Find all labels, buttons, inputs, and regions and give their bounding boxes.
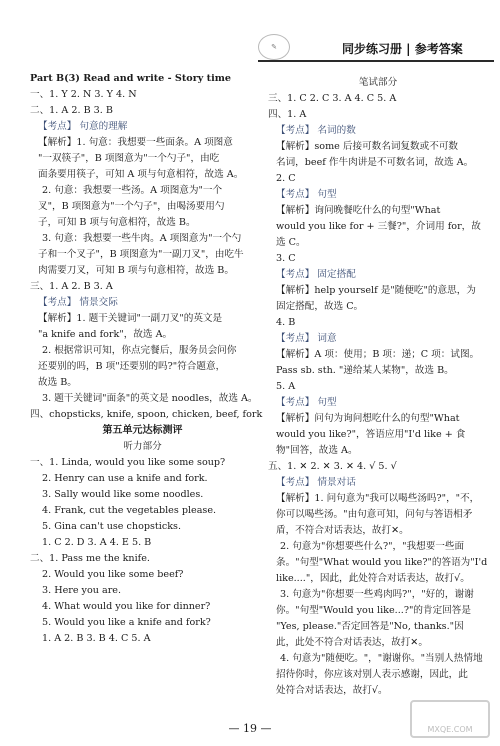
right-line: 笔试部分 bbox=[358, 77, 398, 88]
right-line: 物"回答，故选 A。 bbox=[276, 445, 358, 456]
right-line: 4. B bbox=[276, 317, 296, 328]
left-line: 3. 题干关键词"面条"的英文是 noodles，故选 A。 bbox=[42, 393, 258, 404]
right-line: would you like for + 三餐?"，介词用 for，故 bbox=[276, 221, 481, 232]
left-line: 2. 句意：我想要一些汤。A 项图意为"一个 bbox=[42, 185, 223, 196]
left-line: "a knife and fork"，故选 A。 bbox=[38, 329, 173, 340]
left-line: 三、1. A 2. B 3. A bbox=[30, 281, 113, 292]
left-line: 4. What would you like for dinner? bbox=[42, 601, 211, 612]
right-line: 【考点】 固定搭配 bbox=[276, 269, 356, 280]
right-line: 【考点】 句型 bbox=[276, 397, 337, 408]
left-line: 3. Sally would like some noodles. bbox=[42, 489, 204, 500]
right-line: 2. C bbox=[276, 173, 296, 184]
right-line: 【解析】help yourself 是"随便吃"的意思，为 bbox=[276, 285, 476, 296]
right-line: 条。"句型"What would you like?"的答语为"I'd bbox=[276, 557, 488, 568]
left-line: 第五单元达标测评 bbox=[102, 425, 183, 436]
right-line: 你可以喝些汤。"由句意可知，问句与答语相矛 bbox=[276, 509, 473, 520]
right-line: like...."，因此，此处符合对话表达，故打√。 bbox=[276, 573, 470, 584]
left-line: 肉需要刀叉，可知 B 项与句意相符，故选 B。 bbox=[38, 265, 234, 276]
left-line: 二、1. Pass me the knife. bbox=[30, 553, 150, 564]
right-line: 【解析】1. 问句意为"我可以喝些汤吗?"，"不， bbox=[276, 493, 480, 504]
right-line: 【解析】A 项：使用；B 项：递；C 项：试图。 bbox=[276, 349, 480, 360]
left-line: Part B(3) Read and write - Story time bbox=[30, 73, 231, 84]
right-line: "Yes, please."否定回答是"No, thanks."因 bbox=[276, 621, 464, 632]
left-line: 2. 根据常识可知，你点完餐后，服务员会问你 bbox=[42, 345, 237, 356]
right-line: 【考点】 句型 bbox=[276, 189, 337, 200]
watermark: MXQE.COM bbox=[410, 700, 490, 738]
left-line: 5. Would you like a knife and fork? bbox=[42, 617, 211, 628]
right-line: 3. C bbox=[276, 253, 296, 264]
left-line: 【考点】 情景交际 bbox=[38, 297, 118, 308]
right-line: 名词，beef 作牛肉讲是不可数名词，故选 A。 bbox=[276, 157, 474, 168]
left-line: 2. Would you like some beef? bbox=[42, 569, 184, 580]
left-line: 1. C 2. D 3. A 4. E 5. B bbox=[42, 537, 152, 548]
left-line: 一、1. Linda, would you like some soup? bbox=[30, 457, 226, 468]
left-line: 四、chopsticks, knife, spoon, chicken, beef, fork bbox=[30, 409, 263, 420]
right-line: 盾，不符合对话表达，故打✕。 bbox=[276, 525, 409, 536]
left-line: 3. 句意：我想要一些牛肉。A 项图意为"一个勺 bbox=[42, 233, 242, 244]
left-line: "一双筷子"，B 项图意为"一个勺子"，由吃 bbox=[38, 153, 220, 164]
left-line: 面条要用筷子，可知 A 项与句意相符，故选 A。 bbox=[38, 169, 244, 180]
header-title: 同步练习册 | 参考答案 bbox=[342, 42, 463, 56]
right-line: 四、1. A bbox=[268, 109, 307, 120]
left-line: 5. Gina can't use chopsticks. bbox=[42, 521, 182, 532]
right-line: Pass sb. sth. "递给某人某物"，故选 B。 bbox=[276, 365, 454, 376]
header-logo: ✎ bbox=[258, 34, 290, 60]
left-line: 1. A 2. B 3. B 4. C 5. A bbox=[42, 633, 151, 644]
right-line: would you like?"，答语应用"I'd like + 食 bbox=[276, 429, 466, 440]
right-line: 此，此处不符合对话表达，故打✕。 bbox=[276, 637, 428, 648]
right-line: 【考点】 名词的数 bbox=[276, 125, 356, 136]
left-line: 【解析】1. 句意：我想要一些面条。A 项图意 bbox=[38, 137, 233, 148]
right-line: 处符合对话表达，故打√。 bbox=[276, 685, 388, 696]
right-line: 5. A bbox=[276, 381, 296, 392]
right-line: 4. 句意为"随便吃。"，"谢谢你。"当别人热情地 bbox=[280, 653, 483, 664]
right-line: 固定搭配，故选 C。 bbox=[276, 301, 364, 312]
header-rule bbox=[258, 60, 494, 62]
left-line: 还要别的吗，B 项"还要别的吗?"符合题意， bbox=[38, 361, 226, 372]
right-line: 三、1. C 2. C 3. A 4. C 5. A bbox=[268, 93, 397, 104]
left-line: 一、1. Y 2. N 3. Y 4. N bbox=[30, 89, 137, 100]
right-line: 招待你时，你应该对别人表示感谢，因此，此 bbox=[276, 669, 468, 680]
right-line: 【考点】 词意 bbox=[276, 333, 337, 344]
right-line: 【考点】 情景对话 bbox=[276, 477, 356, 488]
left-line: 【解析】1. 题干关键词"一副刀叉"的英文是 bbox=[38, 313, 223, 324]
right-line: 选 C。 bbox=[276, 237, 306, 248]
left-line: 叉"，B 项图意为"一个勺子"，由喝汤要用勺 bbox=[38, 201, 225, 212]
left-line: 2. Henry can use a knife and fork. bbox=[42, 473, 208, 484]
left-line: 二、1. A 2. B 3. B bbox=[30, 105, 113, 116]
left-line: 子，可知 B 项与句意相符，故选 B。 bbox=[38, 217, 196, 228]
right-line: 五、1. ✕ 2. ✕ 3. ✕ 4. √ 5. √ bbox=[268, 461, 397, 472]
left-line: 子和一个叉子"，B 项图意为"一副刀叉"，由吃牛 bbox=[38, 249, 244, 260]
left-line: 【考点】 句意的理解 bbox=[38, 121, 128, 132]
right-line: 【解析】询问晚餐吃什么的句型"What bbox=[276, 205, 441, 216]
left-line: 4. Frank, cut the vegetables please. bbox=[42, 505, 217, 516]
left-line: 听力部分 bbox=[123, 441, 162, 452]
left-line: 3. Here you are. bbox=[42, 585, 122, 596]
right-line: 你。"句型"Would you like...?"的肯定回答是 bbox=[276, 605, 471, 616]
page-number: — 19 — bbox=[228, 722, 272, 735]
right-line: 【解析】some 后接可数名词复数或不可数 bbox=[276, 141, 459, 152]
right-line: 2. 句意为"你想要些什么?"，"我想要一些面 bbox=[280, 541, 465, 552]
right-line: 【解析】问句为询问想吃什么的句型"What bbox=[276, 413, 460, 424]
right-line: 3. 句意为"你想要一些鸡肉吗?"，"好的，谢谢 bbox=[280, 589, 474, 600]
left-line: 故选 B。 bbox=[38, 377, 77, 388]
